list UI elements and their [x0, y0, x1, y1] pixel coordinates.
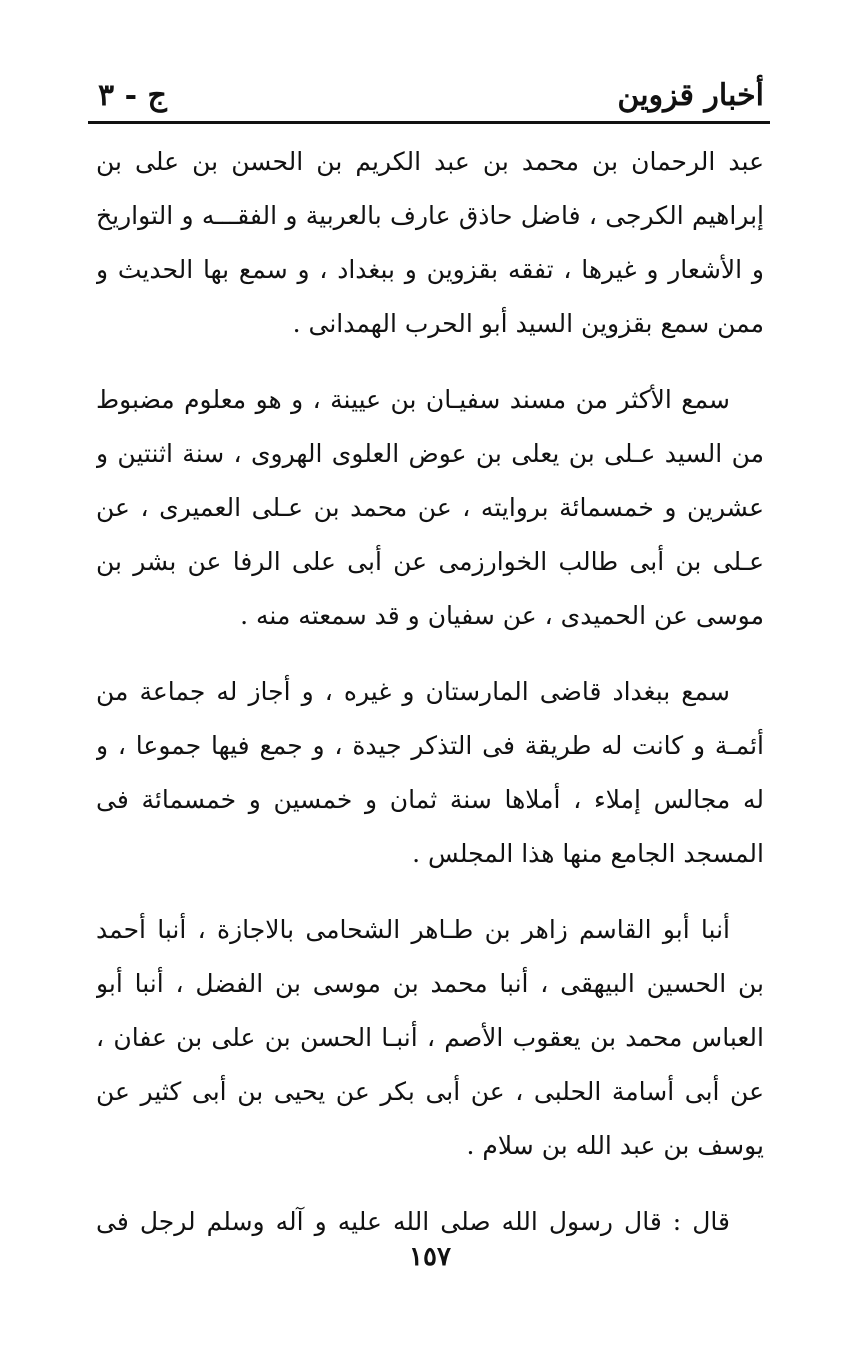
- header-rule: [88, 121, 770, 124]
- paragraph-musnad: سمع الأكثر من مسند سفيـان بن عيينة ، و هو معلوم مضبوط من السيد عـلى بن يعلى بن عوض العلوى الهروى ، سنة اثنتين و عشرين و خمسمائة بروايته ، عن محمد بن عـلى العميرى ، عن عـلى بن أبى طالب الخوارزمى عن أبى على الرفا عن بشر بن موسى عن الحميدى ، عن سفيان و قد سمعته منه .: [96, 385, 764, 630]
- paragraph-biography: عبد الرحمان بن محمد بن عبد الكريم بن الحسن بن على بن إبراهيم الكرجى ، فاضل حاذق عارف بالعربية و الفقـــه و التواريخ و الأشعار و غيرها ، تفقه بقزوين و ببغداد ، و سمع بها الحديث و ممن سمع بقزوين السيد أبو الحرب الهمدانى .: [96, 147, 764, 338]
- paragraph-isnad: أنبا أبو القاسم زاهر بن طـاهر الشحامى بالاجازة ، أنبا أحمد بن الحسين البيهقى ، أنبا محمد بن موسى بن الفضل ، أنبا أبو العباس محمد بن يعقوب الأصم ، أنبـا الحسن بن على بن عفان ، عن أبى أسامة الحلبى ، عن أبى بكر عن يحيى بن أبى كثير عن يوسف بن عبد الله بن سلام .: [96, 915, 764, 1160]
- page-number: ١٥٧: [409, 1242, 451, 1272]
- paragraph-hadith: قال : قال رسول الله صلى الله عليه و آله وسلم لرجل فى: [96, 1207, 730, 1236]
- running-title: أخبار قزوين: [617, 78, 764, 113]
- page-header: [90, 72, 770, 122]
- volume-label: ج - ٣: [98, 78, 167, 113]
- body-text: [96, 135, 764, 1245]
- paragraph-baghdad: سمع ببغداد قاضى المارستان و غيره ، و أجاز له جماعة من أئمـة و كانت له طريقة فى التذكر جيدة ، و جمع فيها جموعا ، و له مجالس إملاء ، أملاها سنة ثمان و خمسين و خمسمائة فى المسجد الجامع منها هذا المجلس .: [96, 677, 764, 868]
